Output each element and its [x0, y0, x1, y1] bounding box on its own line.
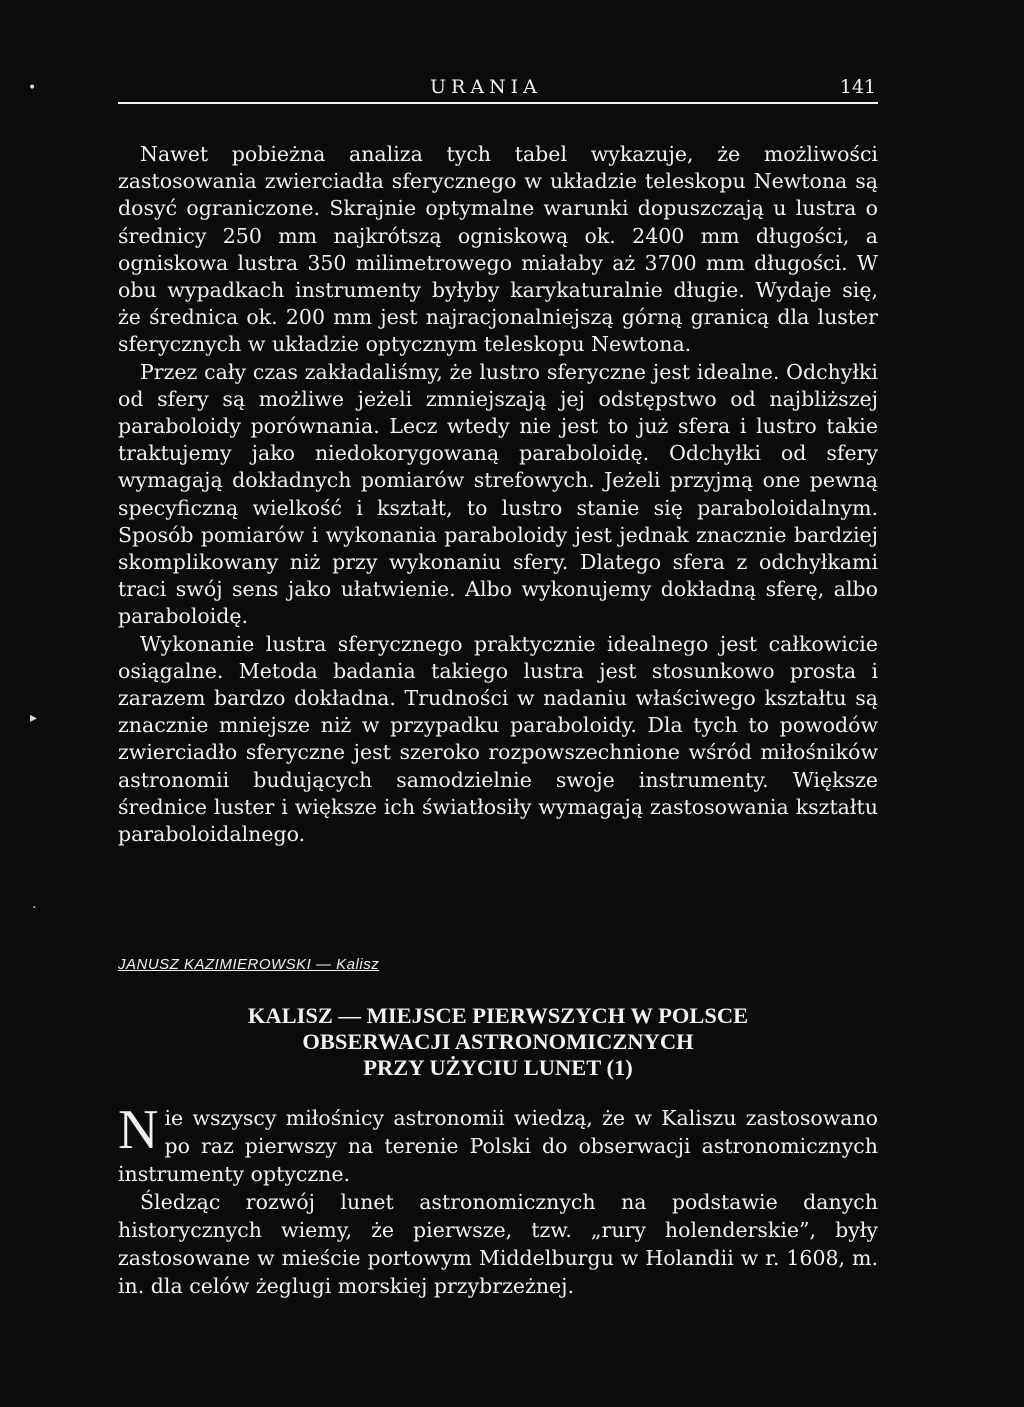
article-body — [118, 1099, 878, 1300]
scan-speck: · — [32, 900, 37, 916]
running-header — [118, 76, 878, 104]
article-title-line-3: PRZY UŻYCIU LUNET (1) — [363, 1055, 633, 1080]
paragraph-3: Wykonanie lustra sferycznego praktycznie idealnego jest całkowicie osiągalne. Metoda badania takiego lustra jest stosunkowo prosta i zarazem bardzo dokładna. Trudności w nadaniu właściwego kształtu są znacznie mniejsze niż w przypadku paraboloidy. Dla tych to powodów zwierciadło sferyczne jest szeroko rozpowszechnione wśród miłośników astronomii budujących samodzielnie swoje instrumenty. Większe średnice luster i większe ich światłosiły wymagają zastosowania kształtu paraboloidalnego. — [118, 631, 878, 847]
body-text — [118, 141, 878, 848]
article-lead-text: ie wszyscy miłośnicy astronomii wiedzą, że w Kaliszu zastosowano po raz pierwszy na terenie Polski do obserwacji astronomicznych instrumenty optyczne. — [118, 1106, 878, 1186]
paragraph-2: Przez cały czas zakładaliśmy, że lustro sferyczne jest idealne. Odchyłki od sfery są możliwe jeżeli zmniejszają jej odstępstwo od najbliższej paraboloidy porównania. Lecz wtedy nie jest to już sfera i lustro takie traktujemy jako niedokorygowaną paraboloidę. Odchyłki od sfery wymagają dokładnych pomiarów strefowych. Jeżeli przyjmą one pewną specyficzną wielkość i kształt, to lustro stanie się paraboloidalnym. Sposób pomiarów i wykonania paraboloidy jest jednak znacznie bardziej skomplikowany niż przy wykonaniu sfery. Dlatego sfera z odchyłkami traci swój sens jako ułatwienie. Albo wykonujemy dokładną sferę, albo paraboloidę. — [118, 359, 878, 629]
article-byline: JANUSZ KAZIMIEROWSKI — Kalisz — [118, 956, 380, 973]
journal-title: URANIA — [430, 76, 542, 98]
article-title-line-1: KALISZ — MIEJSCE PIERWSZYCH W POLSCE — [247, 1003, 749, 1028]
article-title-line-2: OBSERWACJI ASTRONOMICZNYCH — [302, 1029, 694, 1054]
article-title — [118, 1003, 878, 1081]
page-number: 141 — [839, 76, 876, 98]
drop-cap: N — [118, 1099, 159, 1161]
article-paragraph-2: Śledząc rozwój lunet astronomicznych na podstawie danych historycznych wiemy, że pierwsze, tzw. „rury holenderskie”, były zastosowane w mieście portowym Middelburgu w Holandii w r. 1608, m. in. dla celów żeglugi morskiej przybrzeżnej. — [118, 1190, 878, 1298]
scan-speck: • — [28, 80, 37, 96]
scan-speck: ▸ — [30, 710, 38, 726]
article-paragraph-1 — [118, 1099, 878, 1188]
paragraph-1: Nawet pobieżna analiza tych tabel wykazuje, że możliwości zastosowania zwierciadła sferycznego w układzie teleskopu Newtona są dosyć ograniczone. Skrajnie optymalne warunki dopuszczają u lustra o średnicy 250 mm najkrótszą ogniskową ok. 2400 mm długości, a ogniskowa lustra 350 milimetrowego miałaby aż 3700 mm długości. W obu wypadkach instrumenty byłyby karykaturalnie długie. Wydaje się, że średnica ok. 200 mm jest najracjonalniejszą górną granicą dla luster sferycznych w układzie optycznym teleskopu Newtona. — [118, 142, 878, 357]
